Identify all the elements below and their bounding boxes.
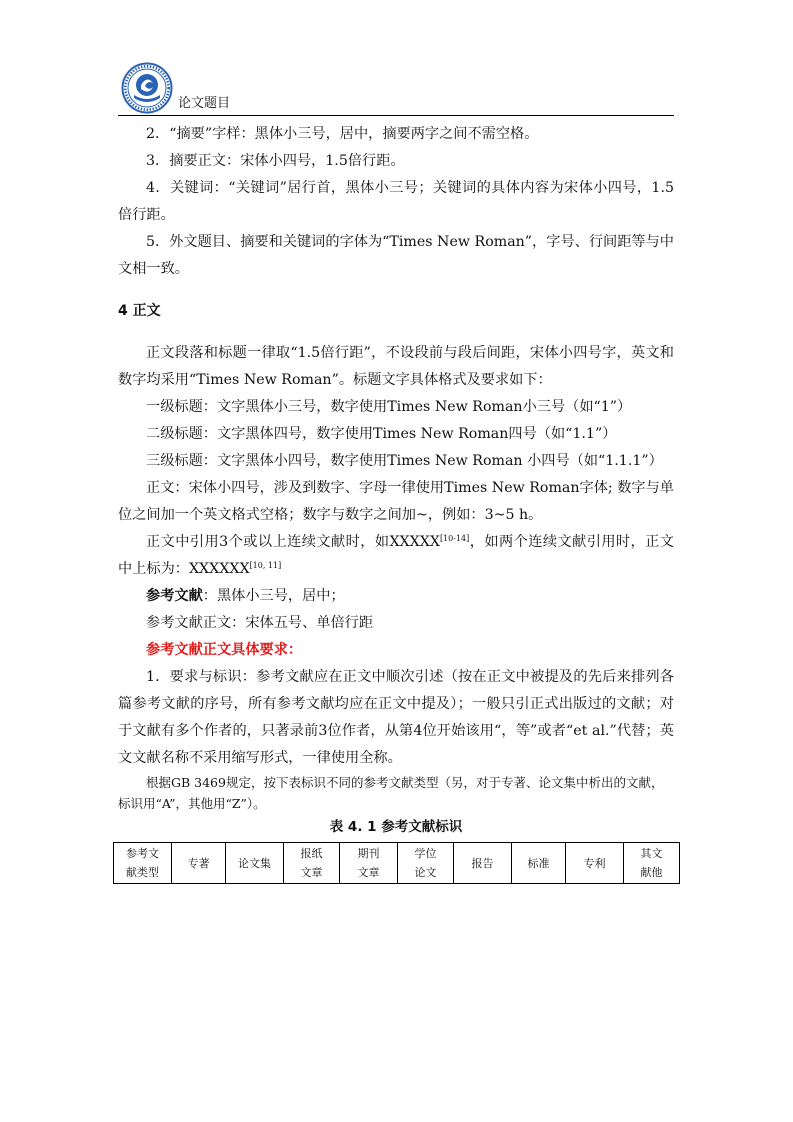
spacer bbox=[118, 325, 674, 340]
reference-type-table bbox=[113, 842, 680, 884]
table-cell-other: 其文献他 bbox=[624, 843, 680, 884]
document-body bbox=[118, 121, 674, 884]
citation-text-b: ，如两个连续文献引用时，正文中上标为：XXXXXX bbox=[118, 534, 674, 577]
paragraph-references-heading bbox=[118, 583, 674, 610]
header-divider bbox=[118, 115, 674, 116]
citation-sup-a: [10-14] bbox=[439, 534, 470, 543]
paragraph-body-intro: 正文段落和标题一律取“1.5倍行距”，不设段前与段后间距，宋体小四号字，英文和数字均采用“Times New Roman”。标题文字具体格式及要求如下： bbox=[118, 345, 674, 388]
paragraph-gb-note: 根据GB 3469规定，按下表标识不同的参考文献类型（另，对于专著、论文集中析出的文献，标识用“A”，其他用“Z”）。 bbox=[118, 775, 664, 811]
table-cell-proceedings: 论文集 bbox=[226, 843, 284, 884]
header-title: 论文题目 bbox=[178, 96, 231, 111]
spacer bbox=[118, 283, 674, 298]
table-cell-newspaper: 报纸文章 bbox=[284, 843, 340, 884]
page-header bbox=[118, 62, 674, 116]
paragraph-level1: 一级标题：文字黑体小三号，数字使用Times New Roman小三号（如“1”） bbox=[146, 399, 632, 415]
table-cell-standard: 标准 bbox=[512, 843, 566, 884]
paragraph-references-requirements: 参考文献正文具体要求： bbox=[146, 642, 303, 658]
paragraph-citation bbox=[118, 529, 674, 583]
paragraph-level3: 三级标题：文字黑体小四号，数字使用Times New Roman 小四号（如“1.1.1”） bbox=[146, 453, 663, 469]
table-cell-patent: 专利 bbox=[566, 843, 624, 884]
table-row bbox=[114, 843, 680, 884]
table-cell-report: 报告 bbox=[454, 843, 512, 884]
paragraph-requirement-1: 1．要求与标识：参考文献应在正文中顺次引述（按在正文中被提及的先后来排列各篇参考文献的序号，所有参考文献均应在正文中提及）；一般只引正式出版过的文献；对于文献有多个作者的，只著录前3位作者，从第4位开始该用“，等”或者“et al.”代替；英文文献名称不采用缩写形式，一律使用全称。 bbox=[118, 669, 674, 766]
paragraph-foreign-font: 5．外文题目、摘要和关键词的字体为“Times New Roman”，字号、行间距等与中文相一致。 bbox=[118, 234, 674, 277]
table-cell-monograph: 专著 bbox=[172, 843, 226, 884]
references-format: ：黑体小三号，居中； bbox=[202, 588, 345, 604]
table-caption: 表 4. 1 参考文献标识 bbox=[329, 819, 463, 835]
table-cell-type: 参考文献类型 bbox=[114, 843, 172, 884]
paragraph-abstract-body: 3．摘要正文：宋体小四号，1.5倍行距。 bbox=[146, 153, 405, 169]
paragraph-keywords: 4．关键词：“关键词”居行首，黑体小三号；关键词的具体内容为宋体小四号，1.5倍行距。 bbox=[118, 180, 674, 223]
paragraph-body-text: 正文：宋体小四号，涉及到数字、字母一律使用Times New Roman字体; 数字与单位之间加一个英文格式空格；数字与数字之间加~，例如：3~5 h。 bbox=[118, 480, 674, 523]
paragraph-level2: 二级标题：文字黑体四号，数字使用Times New Roman四号（如“1.1”） bbox=[146, 426, 617, 442]
section-heading: 4 正文 bbox=[118, 303, 161, 319]
citation-text-a: 正文中引用3个或以上连续文献时，如XXXXX bbox=[146, 534, 440, 550]
references-label: 参考文献 bbox=[146, 588, 203, 604]
table-cell-journal: 期刊文章 bbox=[340, 843, 398, 884]
citation-sup-b: [10, 11] bbox=[249, 561, 282, 570]
university-seal-logo bbox=[121, 62, 173, 114]
paragraph-abstract-title: 2．“摘要”字样：黑体小三号，居中，摘要两字之间不需空格。 bbox=[146, 126, 539, 142]
paragraph-references-body: 参考文献正文：宋体五号、单倍行距 bbox=[146, 615, 374, 631]
table-cell-thesis: 学位论文 bbox=[398, 843, 454, 884]
